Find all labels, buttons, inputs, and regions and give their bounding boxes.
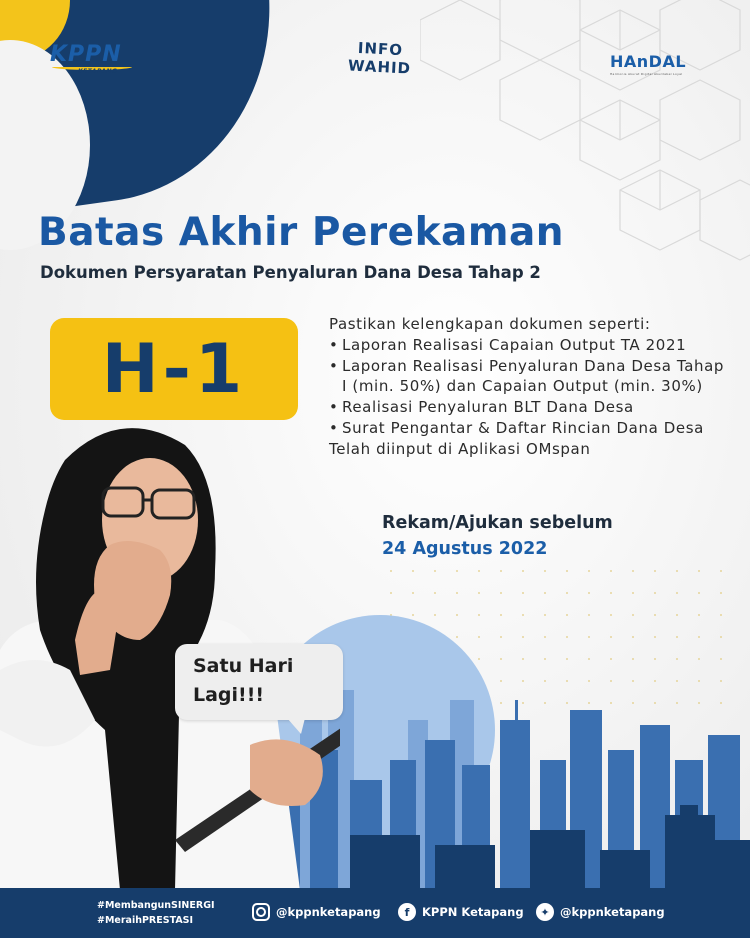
handal-logo-sub: Harmonis Akurat Digital Akuntabel Loyal (610, 72, 683, 76)
kppn-logo (50, 42, 145, 78)
instagram-link[interactable] (252, 903, 381, 921)
handal-logo (610, 52, 706, 78)
facebook-icon: f (398, 903, 416, 921)
facebook-link[interactable] (398, 903, 524, 921)
info-wahid-logo: INFO WAHID (347, 38, 412, 78)
speech-bubble (175, 644, 343, 720)
handal-logo-text: HAnDAL (610, 52, 687, 71)
speech-bubble-line1: Satu Hari (193, 655, 294, 677)
deadline-label: Rekam/Ajukan sebelum (382, 513, 613, 533)
hashtags (97, 898, 215, 928)
hashtag-sinergi: #MembangunSINERGI (97, 900, 215, 911)
twitter-link[interactable] (536, 903, 665, 921)
requirements-list (329, 314, 729, 460)
requirements-intro: Pastikan kelengkapan dokumen seperti: (329, 315, 651, 333)
twitter-icon: ✦ (536, 903, 554, 921)
deadline-date: 24 Agustus 2022 (382, 539, 548, 559)
page-title: Batas Akhir Perekaman (38, 210, 565, 255)
requirements-outro: Telah diinput di Aplikasi OMspan (329, 439, 591, 458)
instagram-handle: @kppnketapang (276, 905, 381, 919)
kppn-logo-sub: KETAPANG (78, 68, 118, 75)
page-subtitle: Dokumen Persyaratan Penyaluran Dana Desa Tahap 2 (40, 263, 541, 282)
instagram-icon (252, 903, 270, 921)
list-item: • Laporan Realisasi Penyaluran Dana Desa Tahap I (min. 50%) dan Capaian Output (min. 30%) (329, 356, 729, 398)
speech-bubble-line2: Lagi!!! (193, 684, 265, 706)
hashtag-prestasi: #MeraihPRESTASI (97, 915, 194, 926)
facebook-handle: KPPN Ketapang (422, 905, 524, 919)
list-item: • Realisasi Penyaluran BLT Dana Desa (329, 397, 729, 418)
kppn-logo-text: KPPN (50, 42, 122, 67)
list-item: • Laporan Realisasi Capaian Output TA 2021 (329, 335, 729, 356)
footer-bar (0, 888, 750, 938)
twitter-handle: @kppnketapang (560, 905, 665, 919)
list-item: • Surat Pengantar & Daftar Rincian Dana Desa (329, 418, 729, 439)
countdown-label: H-1 (101, 329, 247, 409)
